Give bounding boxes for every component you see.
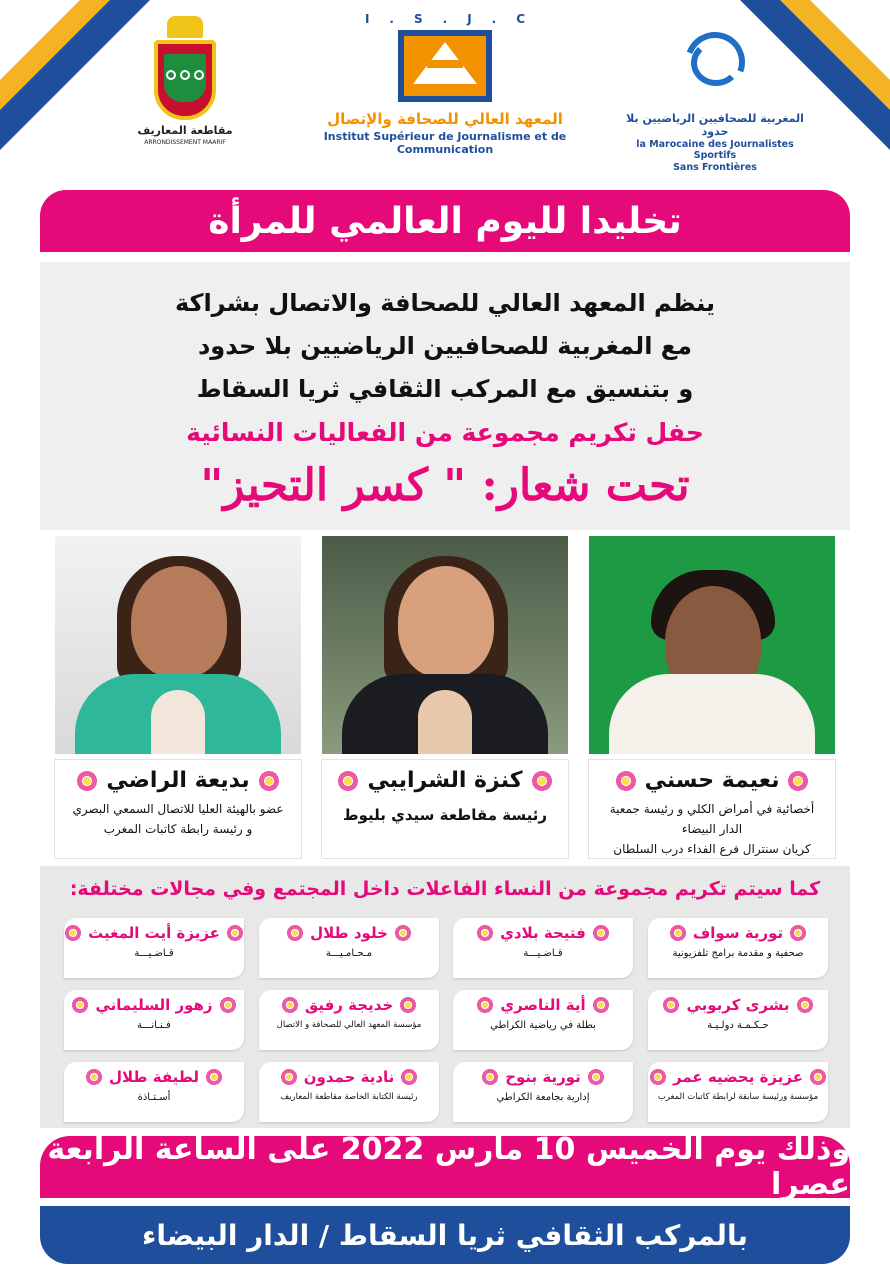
list-item (648, 990, 828, 1050)
logo-header (0, 12, 890, 182)
isjc-name-fr: Institut Supérieur de Journalisme et de Communication (323, 130, 567, 156)
list-item-role: إدارية بجامعة الكراطي (496, 1092, 590, 1103)
isjc-letters: I.S.J.C (364, 12, 546, 26)
honoree-role: رئيسة مقاطعة سيدي بليوط (343, 806, 547, 824)
list-item-name: نادية حمدون (303, 1068, 395, 1086)
flower-icon (476, 924, 494, 942)
flower-icon (399, 996, 417, 1014)
honoree-card-1 (589, 536, 835, 858)
flower-icon (280, 1068, 298, 1086)
flower-icon (205, 1068, 223, 1086)
honoree-role: كريان سنترال فرع الفداء درب السلطان (613, 842, 811, 856)
intro-panel (40, 262, 850, 530)
flower-icon (226, 924, 244, 942)
flower-icon (481, 1068, 499, 1086)
honoree-photo-1 (589, 536, 835, 754)
intro-line-2: مع المغربية للصحافيين الرياضيين بلا حدود (197, 332, 693, 360)
list-item (64, 1062, 244, 1122)
honoree-name: بديعة الراضي (106, 768, 250, 793)
flower-icon (71, 996, 89, 1014)
honoree-photo-3 (55, 536, 301, 754)
list-item (64, 990, 244, 1050)
slogan: تحت شعار: " كسر التحيز" (200, 460, 690, 511)
flower-icon (796, 996, 814, 1014)
list-item (453, 918, 633, 978)
list-item (259, 990, 439, 1050)
others-heading: كما سيتم تكريم مجموعة من النساء الفاعلات داخل المجتمع وفي مجالات مختلفة: (69, 878, 821, 900)
arrondissement-logo (125, 16, 245, 146)
list-item-name: فتيحة بلادي (500, 924, 586, 942)
title-banner: تخليدا لليوم العالمي للمرأة (40, 190, 850, 252)
intro-line-3: و بتنسيق مع المركب الثقافي ثريا السقاط (196, 375, 694, 403)
flower-icon (789, 924, 807, 942)
arrondissement-caption-fr: ARRONDISSEMENT MAARIF (144, 139, 226, 146)
flower-icon (219, 996, 237, 1014)
list-item-name: لطيفة طلال (109, 1068, 200, 1086)
flower-icon (76, 770, 98, 792)
list-item-role: مؤسسة ورئيسة سابقة لرابطة كاتبات المغرب (657, 1092, 819, 1102)
flower-icon (531, 770, 553, 792)
list-item-name: أية الناصري (500, 996, 586, 1014)
amjs-logo (615, 26, 815, 173)
flower-icon (587, 1068, 605, 1086)
list-item-name: تورية بنوح (505, 1068, 581, 1086)
flower-icon (281, 996, 299, 1014)
arrondissement-caption-ar: مقاطعة المعاريف (137, 124, 233, 137)
flower-icon (592, 996, 610, 1014)
list-item-name: عزيزة يحضيه عمر (673, 1068, 803, 1086)
list-item-name: زهور السليماني (95, 996, 213, 1014)
list-item (648, 1062, 828, 1122)
list-item-role: رئيسة الكتابة الخاصة مقاطعة المعاريف (280, 1092, 418, 1102)
intro-line-4: حفل تكريم مجموعة من الفعاليات النسائية (186, 418, 704, 447)
isjc-logo (300, 12, 590, 156)
honoree-name: نعيمة حسني (644, 768, 780, 793)
flower-icon (809, 1068, 827, 1086)
isjc-emblem-icon (398, 30, 492, 102)
flower-icon (649, 1068, 667, 1086)
list-item-role: حـكـمـة دولـيـة (707, 1020, 769, 1031)
list-item-role: صحفية و مقدمة برامج تلفزيونية (672, 948, 804, 959)
honorees-section (55, 536, 835, 858)
crest-icon (150, 16, 220, 121)
flower-icon (85, 1068, 103, 1086)
flower-icon (286, 924, 304, 942)
honoree-name: كنزة الشرايبي (367, 768, 523, 793)
list-item (259, 1062, 439, 1122)
flower-icon (476, 996, 494, 1014)
list-item-role: بطلة في رياضية الكراطي (490, 1020, 596, 1031)
venue-banner: بالمركب الثقافي ثريا السقاط / الدار البيضاء (40, 1206, 850, 1264)
list-item-name: خلود طلال (310, 924, 388, 942)
flower-icon (337, 770, 359, 792)
flower-icon (394, 924, 412, 942)
isjc-name-ar: المعهد العالي للصحافة والإتصال (327, 110, 563, 128)
list-item (453, 1062, 633, 1122)
amjs-name-fr-1: la Marocaine des Journalistes Sportifs (636, 139, 794, 161)
list-item-role: أسـتـاذة (137, 1092, 171, 1103)
list-item (64, 918, 244, 978)
flower-icon (592, 924, 610, 942)
amjs-emblem-icon (675, 26, 755, 106)
list-item-name: خديجة رفيق (304, 996, 394, 1014)
list-item-role: قـاضـيـــة (523, 948, 563, 959)
flower-icon (787, 770, 809, 792)
honoree-role: و رئيسة رابطة كاتبات المغرب (103, 822, 253, 836)
flower-icon (615, 770, 637, 792)
amjs-name-ar: المغربية للصحافيين الرياضيين بلا حدود (626, 112, 804, 138)
flower-icon (662, 996, 680, 1014)
date-banner: وذلك يوم الخميس 10 مارس 2022 على الساعة الرابعة عصرا (40, 1136, 850, 1198)
list-item (648, 918, 828, 978)
list-item-name: تورية سواف (692, 924, 784, 942)
list-item-name: عزيزة أيت المغيث (88, 924, 220, 942)
list-item (453, 990, 633, 1050)
intro-line-1: ينظم المعهد العالي للصحافة والاتصال بشراكة (174, 289, 716, 317)
flower-icon (669, 924, 687, 942)
list-item-name: بشرى كربوبي (686, 996, 790, 1014)
honoree-role: عضو بالهيئة العليا للاتصال السمعي البصري (72, 802, 284, 816)
honoree-photo-2 (322, 536, 568, 754)
list-item-role: قـاضـيـــة (134, 948, 174, 959)
amjs-name-fr-2: Sans Frontières (673, 162, 757, 173)
honoree-card-3 (55, 536, 301, 858)
flower-icon (64, 924, 82, 942)
flower-icon (400, 1068, 418, 1086)
honoree-card-2 (322, 536, 568, 858)
list-item-role: فـنـانـــة (137, 1020, 171, 1031)
list-item-role: مؤسسة المعهد العالي للصحافة و الاتصال (276, 1020, 422, 1030)
flower-icon (258, 770, 280, 792)
list-item-role: مـحـامـيـــة (325, 948, 373, 959)
honoree-role: أخصائية في أمراض الكلي و رئيسة جمعية الدار البيضاء (609, 802, 815, 836)
list-item (259, 918, 439, 978)
